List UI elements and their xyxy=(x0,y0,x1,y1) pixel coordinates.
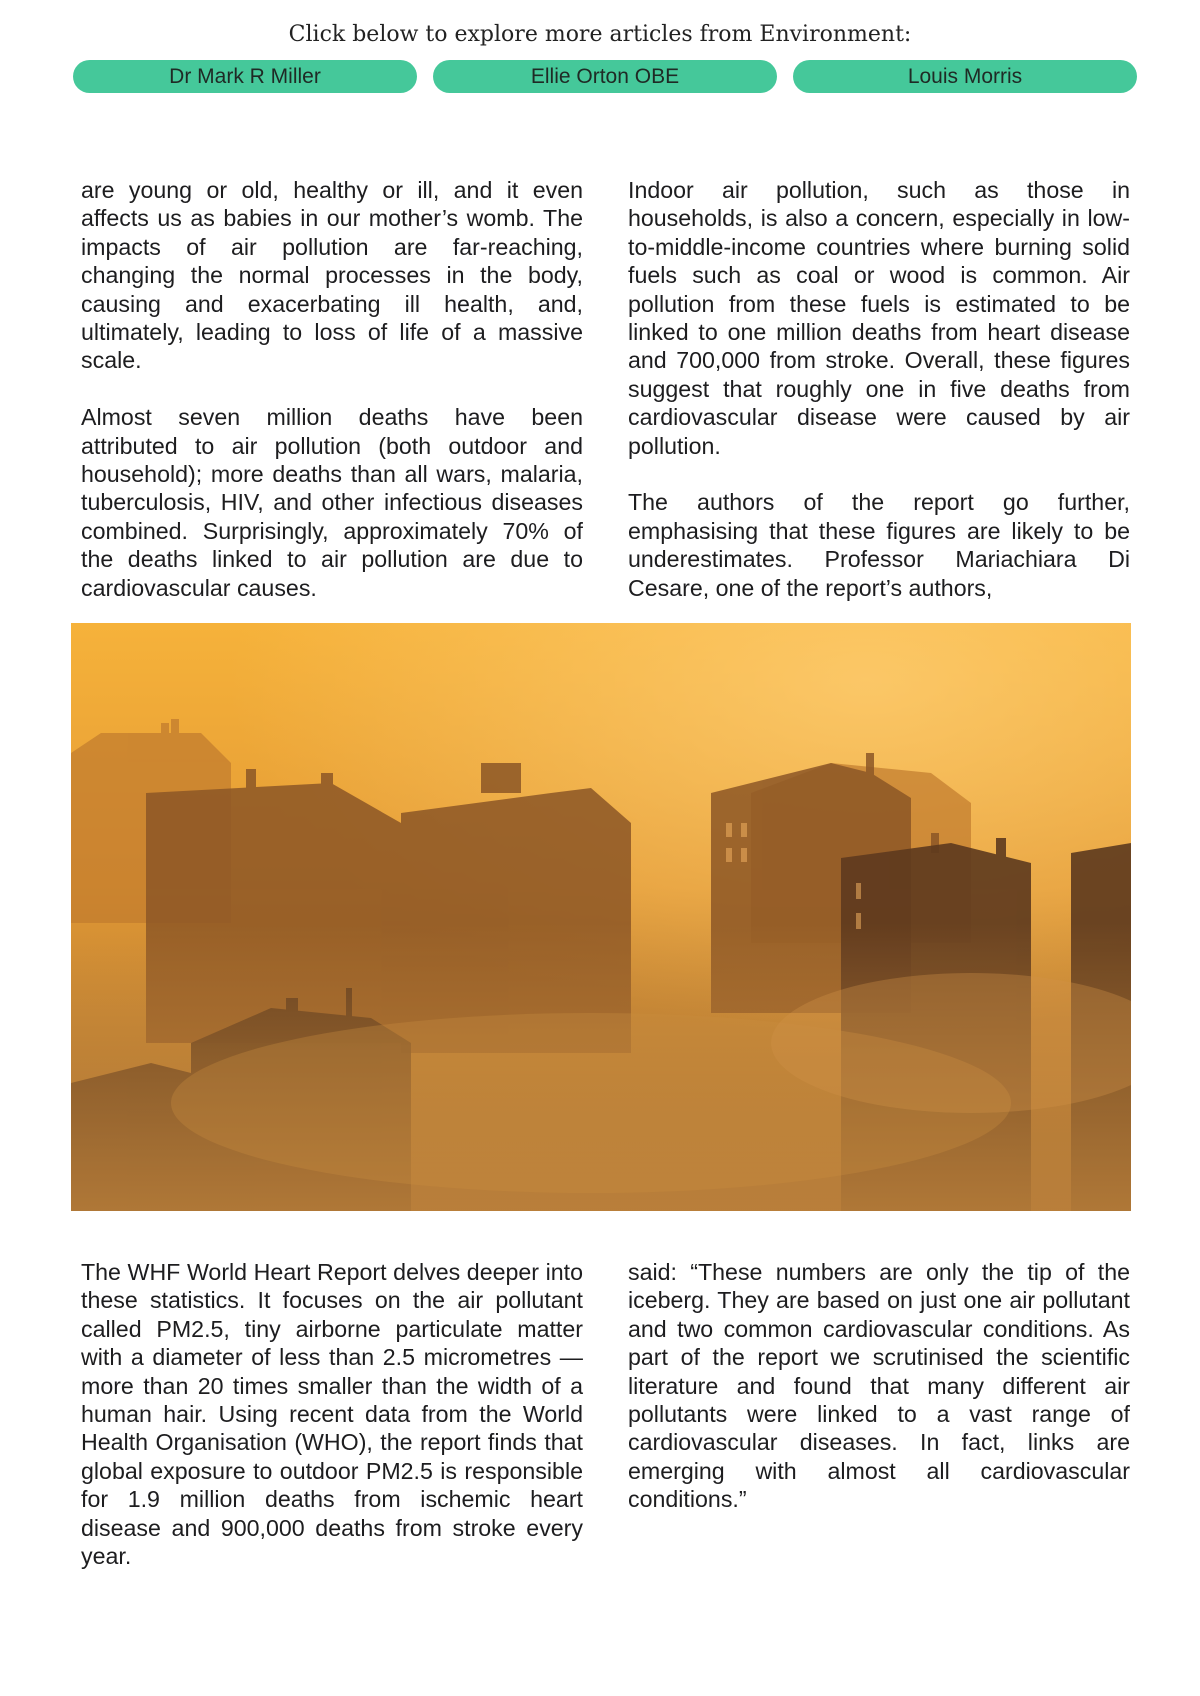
paragraph: The WHF World Heart Report delves deeper into these statistics. It focuses on the air pollutant called PM2.5, tiny airborne particulate matter with a diameter of less than 2.5 micrometres — more than 20 times smaller than the width of a human hair. Using recent data from the World Health Organisation (WHO), the report finds that global exposure to outdoor PM2.5 is responsible for 1.9 million deaths from ischemic heart disease and 900,000 deaths from stroke every year. xyxy=(81,1259,583,1570)
author-link-louis-morris[interactable]: Louis Morris xyxy=(793,60,1137,93)
explore-prompt: Click below to explore more articles from Environment: xyxy=(288,22,912,47)
paragraph: Indoor air pollution, such as those in households, is also a concern, especially in low-to-middle-income countries where burning solid fuels such as coal or wood is common. Air pollution from these fuels is estimated to be linked to one million deaths from heart disease and 700,000 from stroke. Overall, these figures suggest that roughly one in five deaths from cardiovascular disease were caused by air pollution. xyxy=(628,177,1130,459)
article-column-bottom-left xyxy=(81,1258,583,1570)
smog-city-photo xyxy=(71,623,1131,1211)
paragraph: are young or old, healthy or ill, and it even affects us as babies in our mother’s womb. The impacts of air pollution are far-reaching, changing the normal processes in the body, causing and exacerbating ill health, and, ultimately, leading to loss of life of a massive scale. xyxy=(81,177,583,374)
author-link-ellie-orton[interactable]: Ellie Orton OBE xyxy=(433,60,777,93)
author-links xyxy=(73,60,1141,94)
article-column-bottom-right xyxy=(628,1258,1130,1514)
article-column-top-right xyxy=(628,176,1130,602)
paragraph: said: “These numbers are only the tip of the iceberg. They are based on just one air pollutant and two common cardiovascular conditions. As part of the report we scrutinised the scientific literature and found that many different air pollutants were linked to a vast range of cardiovascular diseases. In fact, links are emerging with almost all cardiovascular conditions.” xyxy=(628,1259,1130,1513)
paragraph: The authors of the report go further, emphasising that these figures are likely to be underestimates. Professor Mariachiara Di Cesare, one of the report’s authors, xyxy=(628,489,1130,601)
paragraph: Almost seven million deaths have been attributed to air pollution (both outdoor and household); more deaths than all wars, malaria, tuberculosis, HIV, and other infectious diseases combined. Surprisingly, approximately 70% of the deaths linked to air pollution are due to cardiovascular causes. xyxy=(81,404,583,601)
author-link-mark-miller[interactable]: Dr Mark R Miller xyxy=(73,60,417,93)
article-column-top-left xyxy=(81,176,583,602)
smog-city-illustration xyxy=(71,623,1131,1211)
